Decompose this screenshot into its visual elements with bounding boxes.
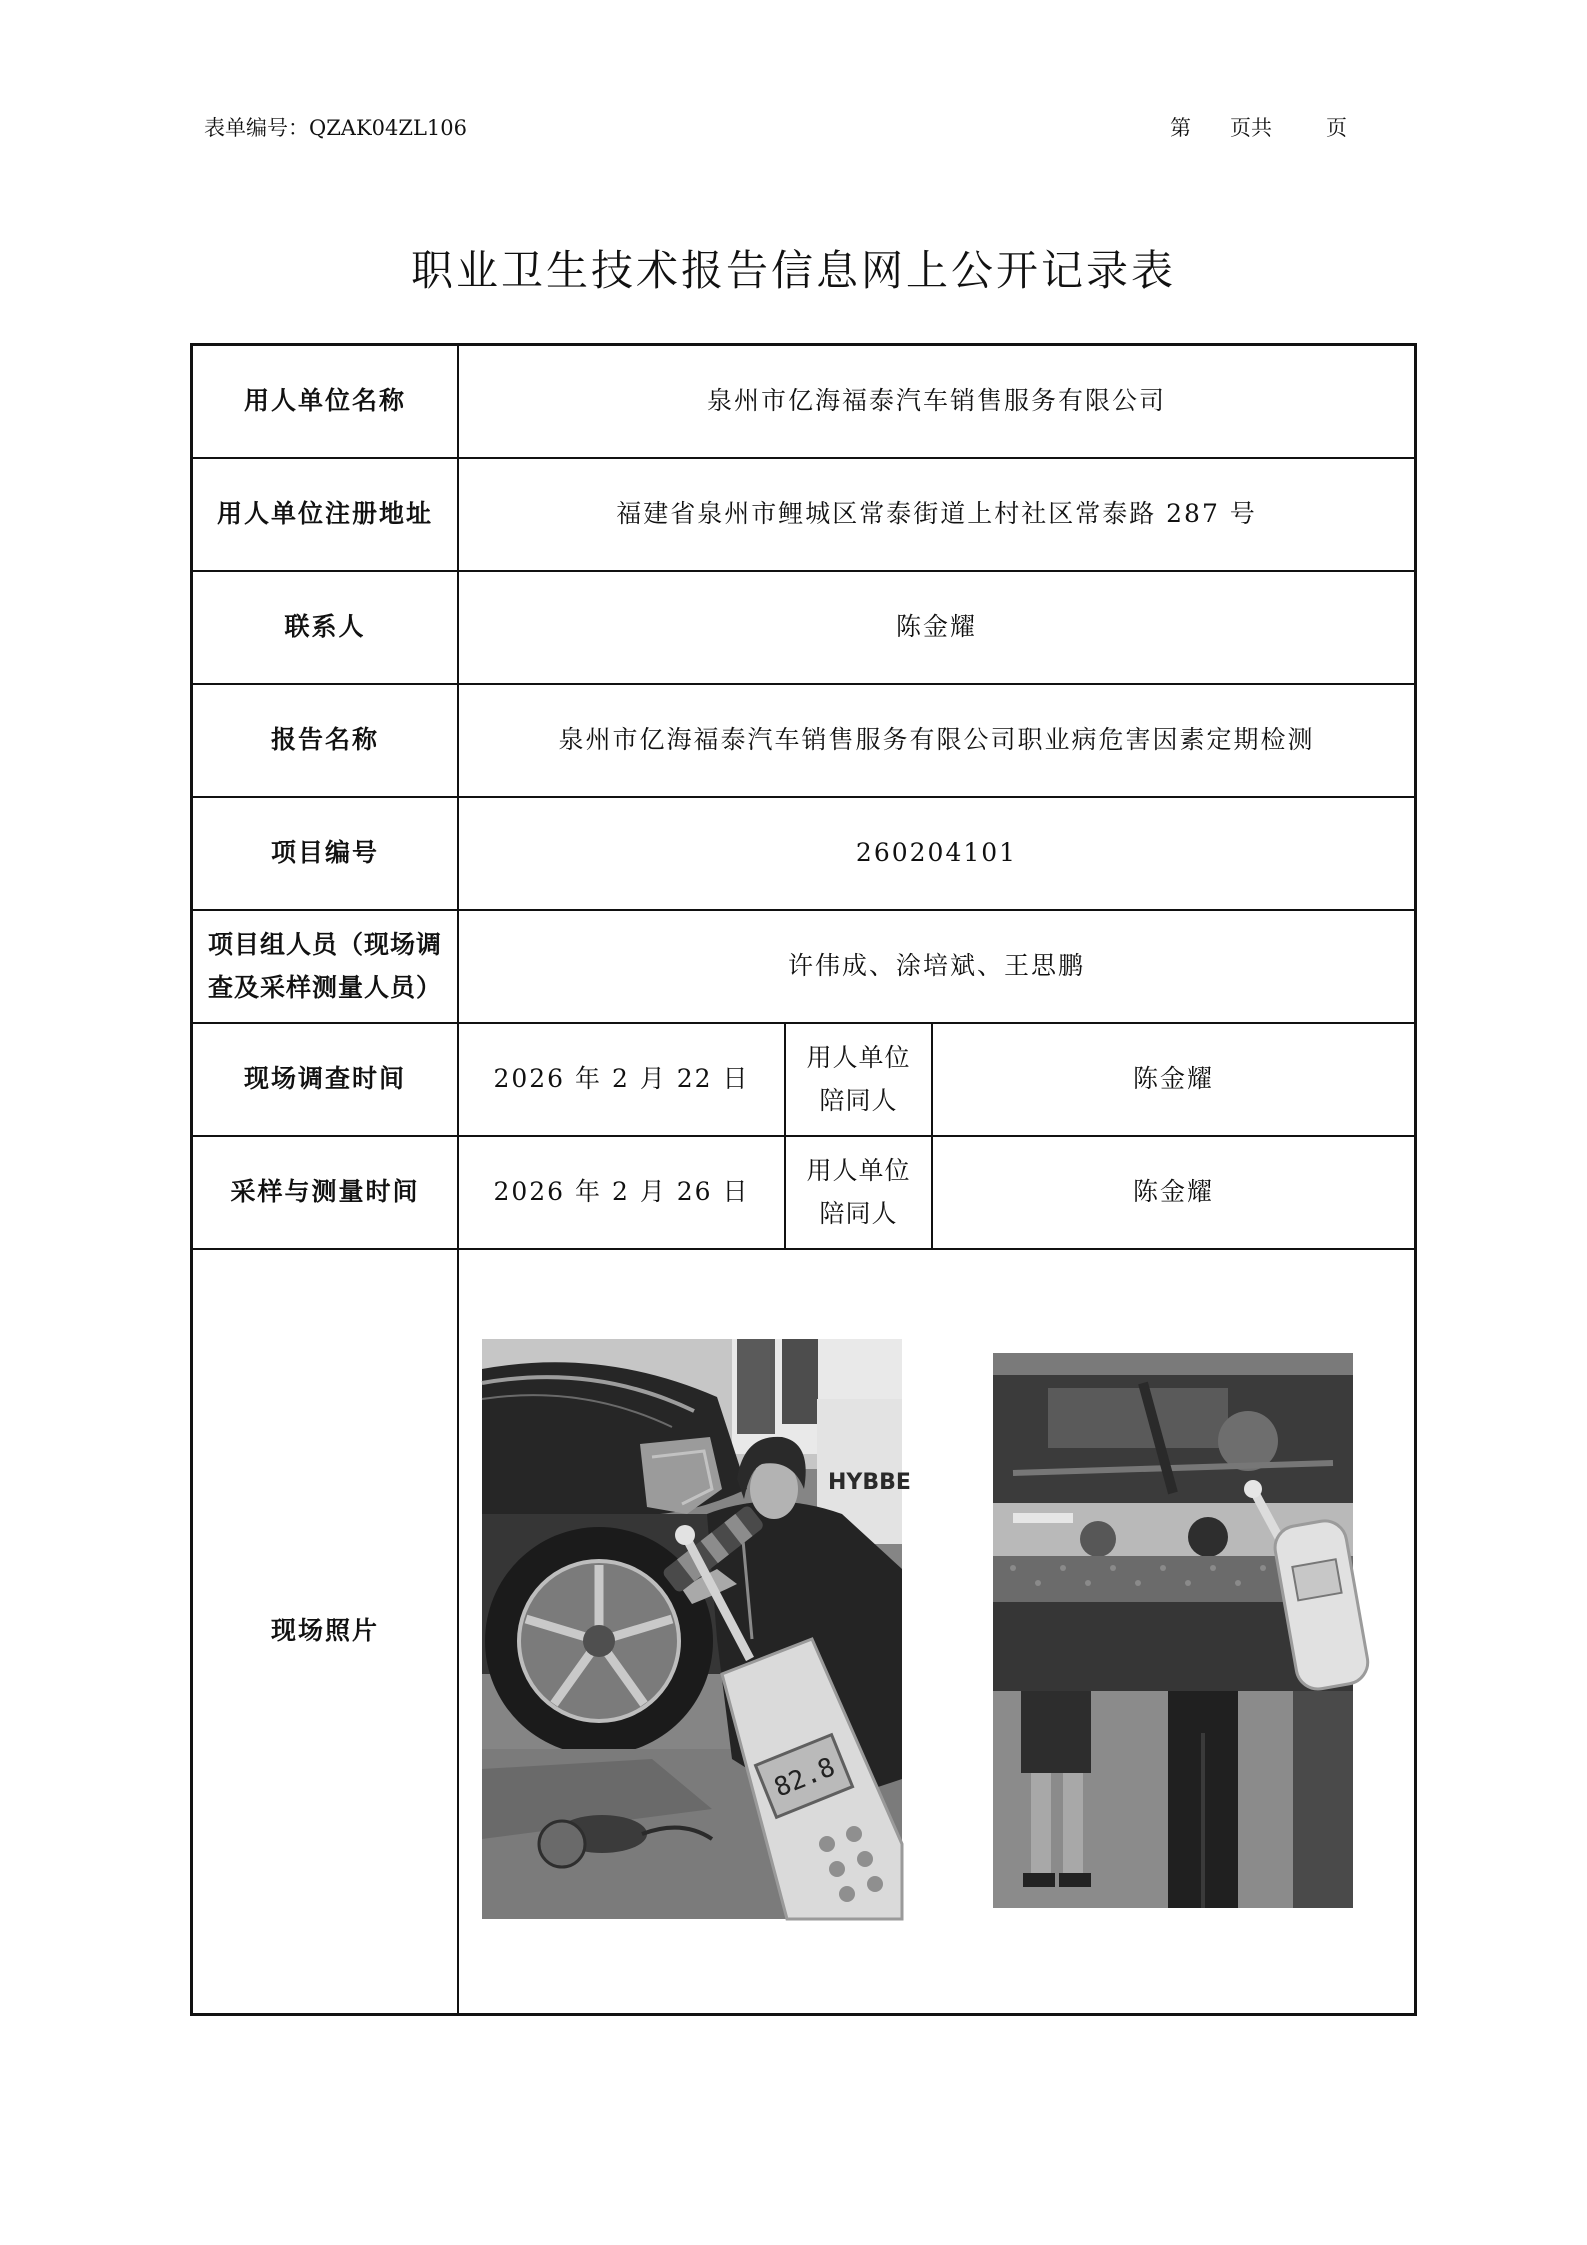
sampling-date-value: 2026 年 2 月 26 日 — [459, 1137, 786, 1250]
employer-address-value: 福建省泉州市鲤城区常泰街道上村社区常泰路 287 号 — [459, 459, 1414, 572]
page-indicator-prefix: 第 — [1170, 116, 1191, 140]
page-indicator-mid: 页共 — [1230, 116, 1272, 140]
report-name-value: 泉州市亿海福泰汽车销售服务有限公司职业病危害因素定期检测 — [459, 685, 1414, 798]
sampling-escort-value: 陈金耀 — [933, 1137, 1414, 1250]
site-photos-label: 现场照片 — [193, 1250, 459, 2013]
sampling-escort-label: 用人单位 陪同人 — [786, 1137, 933, 1250]
contact-label: 联系人 — [193, 572, 459, 685]
contact-value: 陈金耀 — [459, 572, 1414, 685]
report-name-label: 报告名称 — [193, 685, 459, 798]
sampling-time-label: 采样与测量时间 — [193, 1137, 459, 1250]
record-table — [190, 343, 1417, 2016]
survey-escort-value: 陈金耀 — [933, 1024, 1414, 1137]
project-team-value: 许伟成、涂培斌、王思鹏 — [459, 911, 1414, 1024]
bag-lettering: HYBBE — [828, 1470, 911, 1495]
page-indicator-suffix: 页 — [1326, 116, 1347, 140]
survey-date-value: 2026 年 2 月 22 日 — [459, 1024, 786, 1137]
form-number: 表单编号：QZAK04ZL106 — [204, 116, 468, 140]
project-number-label: 项目编号 — [193, 798, 459, 911]
employer-name-label: 用人单位名称 — [193, 346, 459, 459]
project-team-label: 项目组人员（现场调 查及采样测量人员） — [193, 911, 459, 1024]
employer-address-label: 用人单位注册地址 — [193, 459, 459, 572]
project-number-value: 260204101 — [459, 798, 1414, 911]
meter-reading: 82.8 — [770, 1752, 840, 1804]
employer-name-value: 泉州市亿海福泰汽车销售服务有限公司 — [459, 346, 1414, 459]
page-title: 职业卫生技术报告信息网上公开记录表 — [410, 246, 1176, 295]
survey-escort-label: 用人单位 陪同人 — [786, 1024, 933, 1137]
site-photo-right — [993, 1353, 1353, 1908]
survey-time-label: 现场调查时间 — [193, 1024, 459, 1137]
site-photo-left — [482, 1339, 911, 1919]
